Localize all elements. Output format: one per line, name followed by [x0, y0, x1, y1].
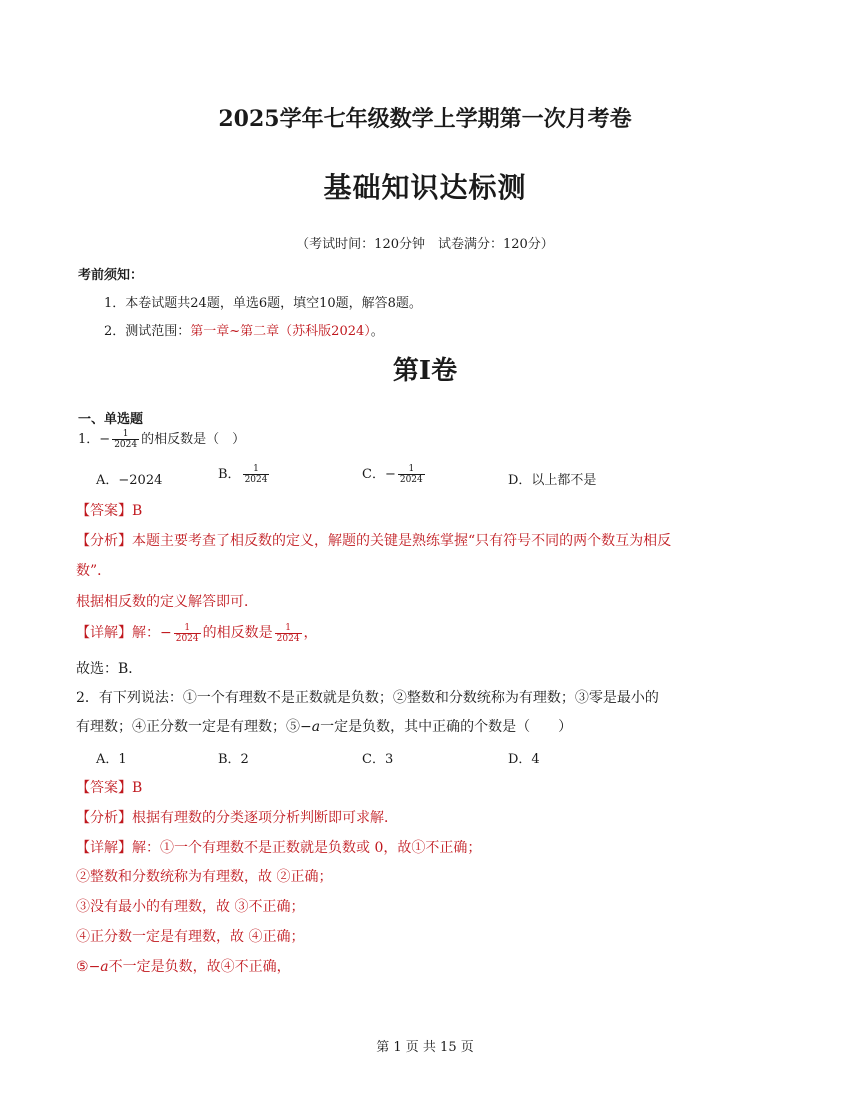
notice-item-2-prefix: 2．测试范围：	[104, 324, 191, 339]
q1-detail-num: 1	[184, 622, 191, 633]
q2-detail-tag: 【详解】	[76, 840, 132, 856]
q1-analysis-tag: 【分析】	[76, 533, 132, 549]
q1-fraction-num: 1	[122, 429, 129, 439]
q1-analysis-line-2: 数”．	[76, 563, 112, 579]
q1-minus: −	[99, 432, 111, 447]
q1-detail-minus: −	[160, 625, 172, 641]
q1-detail-den: 2024	[175, 633, 199, 644]
q1-answer	[76, 500, 142, 520]
q2-answer-tag: 【答案】	[76, 780, 132, 796]
q1-option-c-fraction	[398, 464, 425, 485]
exam-info: （考试时间：120分钟 试卷满分：120分）	[296, 237, 554, 252]
q2-detail-line-4: ④正分数一定是有理数，故 ④正确；	[76, 929, 305, 945]
q2-detail-5a: ⑤	[76, 959, 89, 975]
q2-stem-line-2a: 有理数；④正分数一定是有理数；⑤	[76, 719, 300, 735]
q2-answer-value: B	[132, 780, 143, 796]
section-heading: 一、单选题	[78, 412, 144, 427]
q1-detail-end: ，	[303, 625, 318, 641]
q2-stem-line-2	[76, 716, 572, 736]
q2-stem-line-2b: 一定是负数，其中正确的个数是（ ）	[320, 719, 573, 735]
q1-fraction-den: 2024	[114, 440, 138, 450]
q1-option-c-label: C．	[362, 467, 385, 482]
q2-analysis-tag: 【分析】	[76, 810, 132, 826]
q2-option-b: B．2	[218, 752, 249, 767]
q1-detail	[76, 622, 318, 644]
notice-item-2-range: 第一章~第二章（苏科版2024）	[190, 324, 371, 339]
q1-stem	[78, 428, 245, 450]
q1-detail-tag: 【详解】	[76, 625, 132, 641]
q2-option-c: C．3	[362, 752, 394, 767]
q2-analysis	[76, 807, 398, 827]
q2-answer	[76, 777, 142, 797]
q2-stem-variable: −𝑎	[300, 719, 321, 735]
q1-analysis-text: 本题主要考查了相反数的定义，解题的关键是熟练掌握“只有符号不同的两个数互为相反	[132, 533, 672, 549]
q2-detail-text-1: 解：①一个有理数不是正数就是负数或 0，故①不正确；	[132, 840, 482, 856]
q1-stem-text: 的相反数是（ ）	[141, 432, 246, 447]
q2-analysis-text: 根据有理数的分类逐项分析判断即可求解．	[132, 810, 398, 826]
q1-option-c	[362, 463, 427, 485]
notice-item-2-suffix: 。	[370, 324, 384, 339]
exam-subtitle: 基础知识达标测	[323, 171, 527, 204]
q1-option-b-fraction	[243, 464, 270, 485]
page-footer: 第 1 页 共 15 页	[376, 1040, 474, 1055]
q1-option-c-minus: −	[384, 467, 396, 482]
notice-item-2	[104, 320, 384, 339]
q1-analysis-line-3: 根据相反数的定义解答即可．	[76, 594, 258, 610]
q1-option-b-den: 2024	[244, 475, 268, 485]
q1-detail-mid: 的相反数是	[202, 625, 273, 641]
q1-option-d: D．以上都不是	[508, 473, 597, 488]
q1-choose: 故选：B．	[76, 661, 143, 677]
q1-option-c-num: 1	[408, 464, 415, 474]
q2-detail-line-5	[76, 956, 291, 976]
q1-option-b-num: 1	[253, 464, 259, 474]
q1-answer-tag: 【答案】	[76, 503, 132, 519]
q1-option-a-value: −2024	[118, 473, 163, 488]
q1-option-b	[218, 463, 271, 485]
q1-analysis-line-1	[76, 530, 671, 550]
q1-number: 1．	[78, 432, 100, 447]
q2-detail-variable: −𝑎	[88, 959, 109, 975]
q1-option-c-den: 2024	[399, 475, 423, 485]
q2-detail-line-1	[76, 837, 481, 857]
q2-option-d: D．4	[508, 752, 540, 767]
q2-detail-line-2: ②整数和分数统称为有理数，故 ②正确；	[76, 869, 333, 885]
q1-answer-value: B	[132, 503, 143, 519]
q2-detail-line-3: ③没有最小的有理数，故 ③不正确；	[76, 899, 305, 915]
q2-option-a: A．1	[96, 752, 127, 767]
exam-title: 2025学年七年级数学上学期第一次月考卷	[218, 106, 632, 132]
q2-detail-5b: 不一定是负数，故④不正确，	[108, 959, 291, 975]
q1-detail-fraction	[174, 623, 201, 644]
q1-detail-prefix: 解：	[132, 625, 160, 641]
q1-detail-den-2: 2024	[276, 633, 300, 644]
q1-detail-num-2: 1	[285, 622, 291, 633]
notice-heading: 考前须知：	[78, 268, 144, 283]
q1-option-a	[96, 469, 162, 488]
q1-option-a-label: A．	[96, 473, 119, 488]
q1-option-b-label: B．	[218, 467, 241, 482]
volume-title: 第I卷	[392, 356, 458, 386]
notice-item-1: 1．本卷试题共24题，单选6题，填空10题，解答8题。	[104, 296, 422, 311]
q2-stem-line-1: 2．有下列说法：①一个有理数不是正数就是负数；②整数和分数统称为有理数；③零是最小的	[76, 690, 659, 706]
q1-detail-fraction-2	[275, 623, 302, 644]
q1-fraction	[112, 429, 139, 450]
